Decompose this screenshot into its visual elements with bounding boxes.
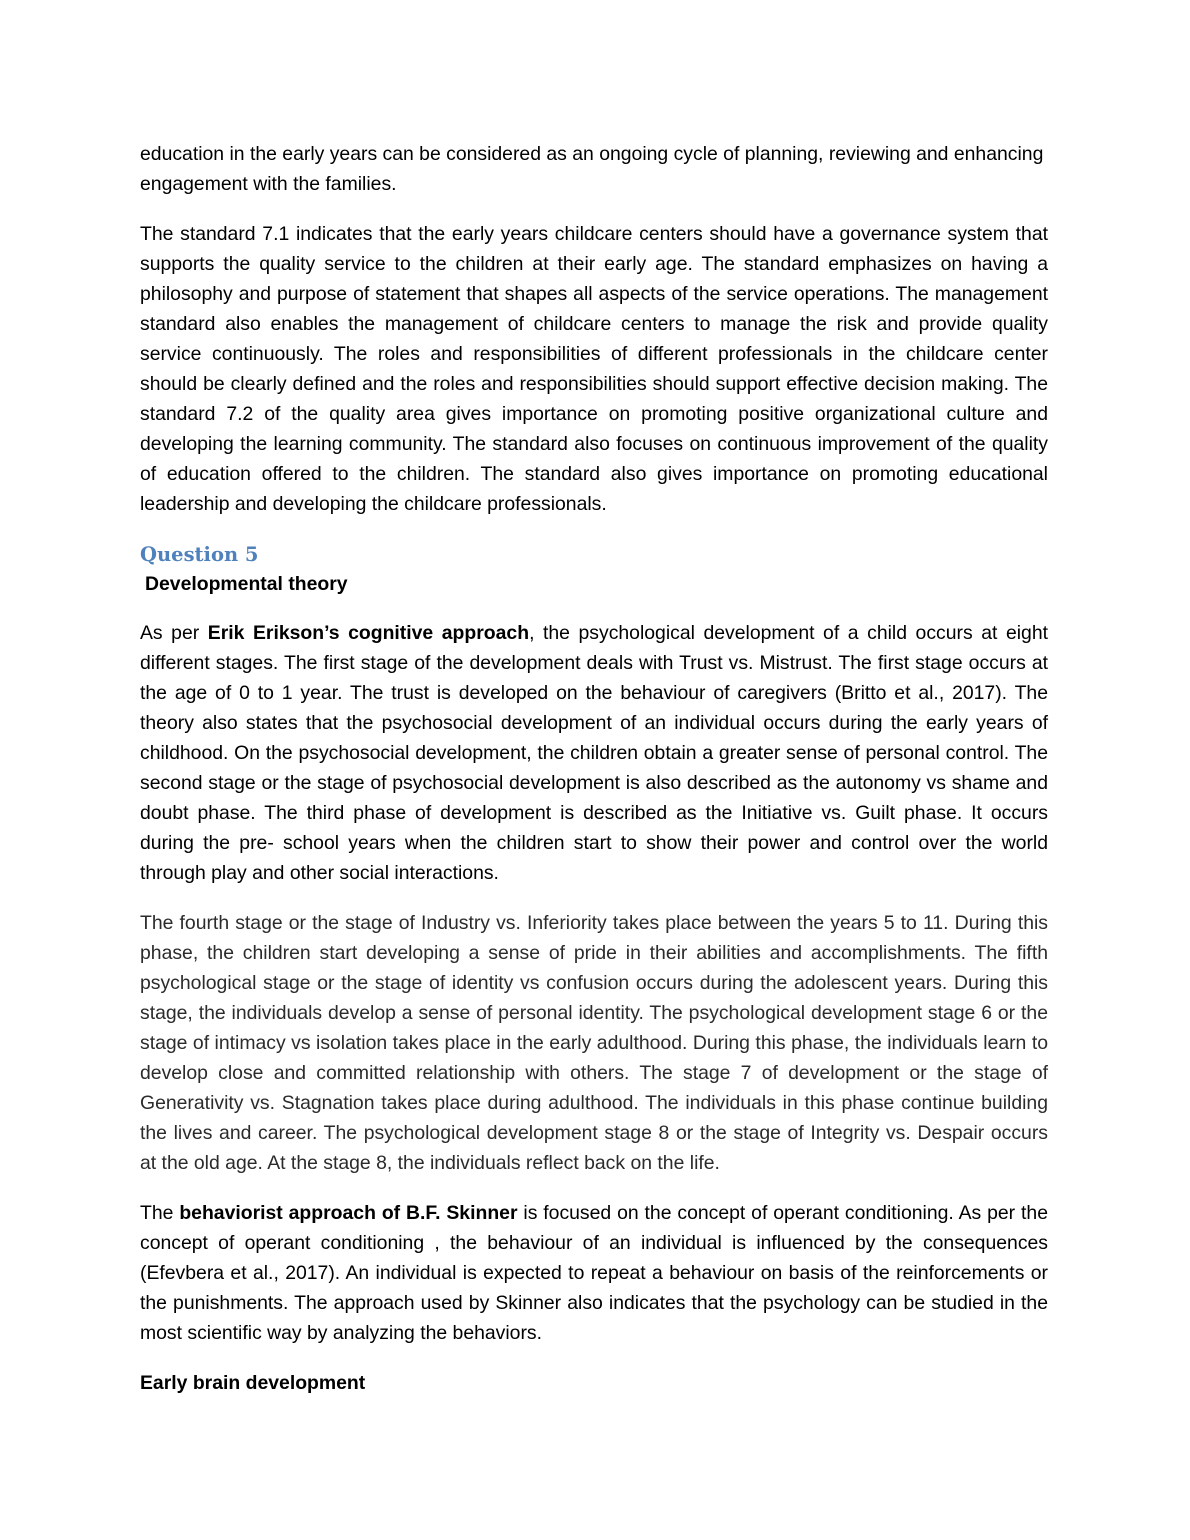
paragraph-intro-continuation: education in the early years can be considered as an ongoing cycle of planning, reviewing and enhancing engagement with the families. bbox=[140, 143, 1044, 195]
paragraph-standard-7: The standard 7.1 indicates that the early years childcare centers should have a governance system that supports the quality service to the children at their early age. The standard emphasizes on having a philosophy and purpose of statement that shapes all aspects of the service operations. The management standard also enables the management of childcare centers to manage the risk and provide quality service continuously. The roles and responsibilities of different professionals in the childcare center should be clearly defined and the roles and responsibilities should support effective decision making. The standard 7.2 of the quality area gives importance on promoting positive organizational culture and developing the learning community. The standard also focuses on continuous improvement of the quality of education offered to the children. The standard also gives importance on promoting educational leadership and developing the childcare professionals. bbox=[140, 223, 1048, 515]
section-heading-early-brain-development: Early brain development bbox=[140, 1372, 366, 1394]
document-page bbox=[140, 139, 1048, 1398]
question-heading: Question 5 bbox=[140, 543, 259, 566]
erikson-lead-text: As per bbox=[140, 622, 208, 644]
paragraph-erikson-stages: The fourth stage or the stage of Industry vs. Inferiority takes place between the years 5 to 11. During this phase, the children start developing a sense of pride in their abilities and accomplishments. The fifth psychological stage or the stage of identity vs confusion occurs during the adolescent years. During this stage, the individuals develop a sense of personal identity. The psychological development stage 6 or the stage of intimacy vs isolation takes place in the early adulthood. During this phase, the individuals learn to develop close and committed relationship with others. The stage 7 of development or the stage of Generativity vs. Stagnation takes place during adulthood. The individuals in this phase continue building the lives and career. The psychological development stage 8 or the stage of Integrity vs. Despair occurs at the old age. At the stage 8, the individuals reflect back on the life. bbox=[140, 912, 1048, 1174]
paragraph-skinner bbox=[140, 1198, 1048, 1348]
section-heading-developmental-theory: Developmental theory bbox=[145, 573, 348, 595]
skinner-body-text: is focused on the concept of operant conditioning. As per the concept of operant conditioning , the behaviour of an individual is influenced by the consequences (Efevbera et al., 2017). An individual is expected to repeat a behaviour on basis of the reinforcements or the punishments. The approach used by Skinner also indicates that the psychology can be studied in the most scientific way by analyzing the behaviors. bbox=[140, 1202, 1048, 1344]
skinner-lead-text: The bbox=[140, 1202, 180, 1224]
paragraph-erikson bbox=[140, 618, 1048, 888]
erikson-body-text: , the psychological development of a child occurs at eight different stages. The first stage of the development deals with Trust vs. Mistrust. The first stage occurs at the age of 0 to 1 year. The trust is developed on the behaviour of caregivers (Britto et al., 2017). The theory also states that the psychosocial development of an individual occurs during the early years of childhood. On the psychosocial development, the children obtain a greater sense of personal control. The second stage or the stage of psychosocial development is also described as the autonomy vs shame and doubt phase. The third phase of development is described as the Initiative vs. Guilt phase. It occurs during the pre- school years when the children start to show their power and control over the world through play and other social interactions. bbox=[140, 622, 1048, 884]
erikson-bold-term: Erik Erikson’s cognitive approach bbox=[207, 622, 530, 644]
skinner-bold-term: behaviorist approach of B.F. Skinner bbox=[179, 1202, 518, 1224]
